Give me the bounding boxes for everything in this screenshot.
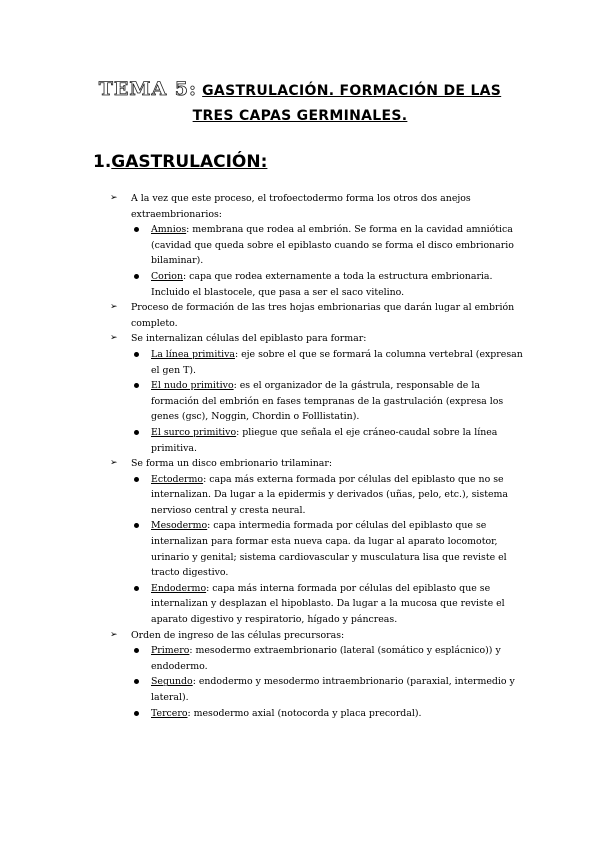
sub-list-item [110, 222, 530, 269]
sub-list-item [110, 347, 530, 378]
dot-bullet-icon [134, 586, 139, 591]
sub-item-term: El nudo primitivo [151, 380, 234, 392]
section-heading [93, 152, 267, 172]
sub-item-text: : endodermo y mesodermo intraembrionario (paraxial, intermedio y lateral). [151, 676, 515, 703]
arrow-bullet-icon: ➢ [110, 302, 118, 313]
document-header [0, 78, 600, 126]
list-item-text: Orden de ingreso de las células precursoras: [131, 629, 345, 641]
sub-item-term: Tercero [151, 707, 188, 719]
list-item [110, 331, 530, 347]
sub-item-text: : capa que rodea externamente a toda la estructura embrionaria. Incluido el blastocele, que pasa a ser el saco vitelino. [151, 270, 493, 298]
arrow-bullet-icon: ➢ [110, 193, 118, 203]
sub-list-item [110, 378, 530, 425]
section-number: 1. [93, 152, 112, 172]
sub-list-item [110, 706, 530, 722]
sub-item-text: : capa más externa formada por células del epiblasto que no se internalizan. Da lugar a la epidermis y derivados (uñas, pelo, etc.), sistema nervioso central y cresta neural. [151, 473, 509, 516]
sub-item-term: La línea primitiva [151, 348, 235, 360]
sub-list-item [110, 643, 530, 674]
sub-item-text: : mesodermo extraembrionario (lateral (somático y esplácnico)) y endodermo. [151, 645, 501, 672]
dot-bullet-icon [134, 227, 139, 232]
sub-item-text: : mesodermo axial (notocorda y placa precordal). [187, 707, 422, 719]
list-item [110, 300, 530, 331]
dot-bullet-icon [134, 648, 139, 653]
title-line-2 [0, 105, 600, 126]
sub-list-item [110, 472, 530, 519]
list-item-text: Proceso de formación de las tres hojas embrionarias que darán lugar al embrión completo. [131, 302, 515, 329]
sub-item-term: Segundo [151, 676, 193, 688]
sub-list-item [110, 269, 530, 300]
section-title: GASTRULACIÓN: [111, 152, 268, 172]
sub-item-term: Endodermo [151, 582, 207, 594]
list-item-text: A la vez que este proceso, el trofoectodermo forma los otros dos anejos extraembrionarios: [131, 193, 471, 220]
sub-item-text: : membrana que rodea al embrión. Se forma en la cavidad amniótica (cavidad que queda sobre el epiblasto cuando se forma el disco embrionario bilaminar). [151, 224, 514, 267]
bullet-list [110, 191, 530, 721]
list-item-text: Se internalizan células del epiblasto para formar: [131, 333, 367, 345]
sub-item-term: Mesodermo [151, 520, 208, 532]
dot-bullet-icon [134, 430, 139, 435]
title-line-1 [0, 78, 600, 102]
sub-item-term: Amnios [151, 224, 187, 236]
sub-item-text: : es el organizador de la gástrula, responsable de la formación del embrión en fases tempranas de la gastrulación (expresa los genes (gsc), Noggin, Chordin o Folllistatin). [151, 380, 504, 423]
sub-item-term: Corion [151, 270, 183, 282]
list-item [110, 628, 530, 644]
sub-item-text: : capa más interna formada por células del epiblasto que se internalizan y desplazan el hipoblasto. Da lugar a la mucosa que reviste el aparato digestivo y respiratorio, hígado y páncreas. [151, 582, 505, 626]
dot-bullet-icon [134, 477, 139, 482]
dot-bullet-icon [134, 711, 139, 716]
sub-item-text: : eje sobre el que se formará la columna vertebral (expresan el gen T). [151, 348, 523, 376]
dot-bullet-icon [134, 523, 139, 528]
list-item-text: Se forma un disco embrionario trilaminar: [131, 458, 333, 470]
arrow-bullet-icon: ➢ [110, 458, 118, 469]
arrow-bullet-icon: ➢ [110, 629, 118, 640]
sub-item-term: Ectodermo [151, 473, 204, 485]
sub-item-text: : pliegue que señala el eje cráneo-caudal sobre la línea primitiva. [151, 426, 498, 454]
sub-item-term: El surco primitivo [151, 426, 237, 438]
dot-bullet-icon [134, 352, 139, 357]
dot-bullet-icon [134, 679, 139, 684]
title-text-1: GASTRULACIÓN. FORMACIÓN DE LAS [202, 83, 502, 99]
sub-list-item [110, 581, 530, 628]
sub-item-text: : capa intermedia formada por células del epiblasto que se internalizan para formar esta nueva capa. da lugar al aparato locomotor, urinario y genital; sistema cardiovascular y musculatura lisa que reviste el tracto digestivo. [151, 520, 507, 579]
arrow-bullet-icon: ➢ [110, 333, 118, 344]
dot-bullet-icon [134, 383, 139, 388]
title-text-2: TRES CAPAS GERMINALES. [192, 108, 408, 124]
list-item [110, 456, 530, 472]
sub-list-item [110, 425, 530, 456]
tema-label: TEMA 5: [98, 78, 198, 100]
sub-list-item [110, 674, 530, 705]
list-item [110, 191, 530, 222]
sub-item-term: Primero [151, 645, 190, 657]
dot-bullet-icon [134, 274, 139, 279]
sub-list-item [110, 518, 530, 580]
